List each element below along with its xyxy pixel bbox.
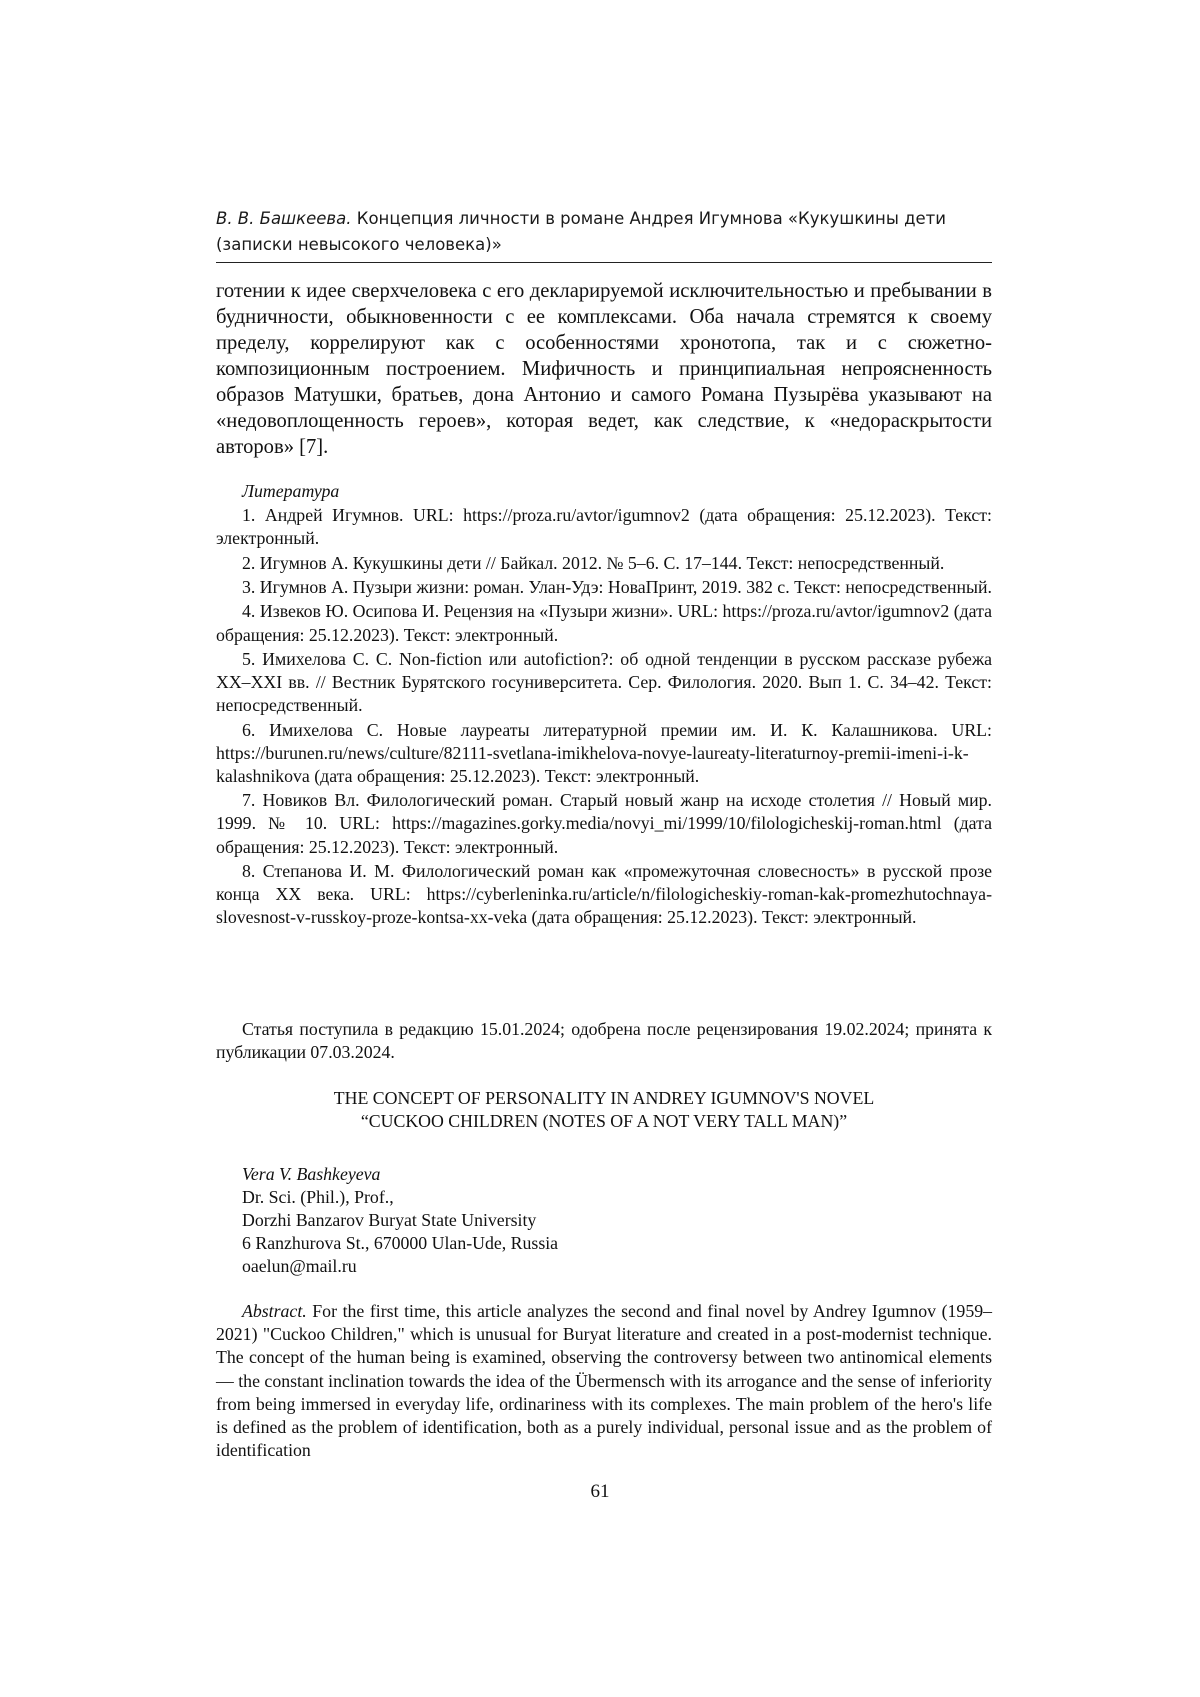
journal-page (0, 0, 1200, 1697)
header-author: В. В. Башкеева. (216, 209, 352, 228)
english-title-line-2: “CUCKOO CHILDREN (NOTES OF A NOT VERY TALL MAN)” (216, 1110, 992, 1133)
reference-number: 6. (242, 720, 255, 740)
reference-text: Имихелова С. С. Non-fiction или autofiction?: об одной тенденции в русском рассказе рубежа XX–XXI вв. // Вестник Бурятского госуниверситета. Сер. Филология. 2020. Вып 1. С. 34–42. Текст: непосредственный. (216, 649, 992, 715)
author-affiliation: Dorzhi Banzarov Buryat State University (242, 1209, 992, 1232)
running-header-line-1 (216, 206, 992, 232)
reference-number: 2. (242, 553, 255, 573)
intro-paragraph: готении к идее сверхчеловека с его декларируемой исключительностью и пребывании в будничности, обыкновенности с ее комплексами. Оба начала стремятся к своему пределу, коррелируют как с особенностями хронотопа, так и с сюжетно-композиционным построением. Мифичность и принципиальная непроясненность образов Матушки, братьев, дона Антонио и самого Романа Пузырёва указывают на «недовоплощенность героев», которая ведет, как следствие, к «недораскрытости авторов» [7]. (216, 278, 992, 460)
header-title-part-2: (записки невысокого человека)» (216, 232, 992, 258)
reference-number: 7. (242, 790, 255, 810)
header-title-part-1: Концепция личности в романе Андрея Игумнова «Кукушкины дети (352, 209, 946, 228)
english-title (216, 1087, 992, 1133)
author-name: Vera V. Bashkeyeva (242, 1163, 992, 1186)
english-title-line-1: THE CONCEPT OF PERSONALITY IN ANDREY IGUMNOV'S NOVEL (216, 1087, 992, 1110)
reference-number: 8. (242, 861, 255, 881)
reference-item (216, 600, 992, 646)
reference-item (216, 719, 992, 789)
references-section (216, 480, 992, 931)
reference-number: 4. (242, 601, 255, 621)
abstract-section (216, 1300, 992, 1462)
author-email: oaelun@mail.ru (242, 1255, 992, 1278)
author-degree: Dr. Sci. (Phil.), Prof., (242, 1186, 992, 1209)
page-number: 61 (0, 1480, 1200, 1504)
reference-text: Новиков Вл. Филологический роман. Старый новый жанр на исходе столетия // Новый мир. 1999. № 10. URL: https://magazines.gorky.media/novyi_mi/1999/10/filologicheskij-roman.html (дата обращения: 25.12.2023). Текст: электронный. (216, 790, 992, 856)
references-heading: Литература (242, 480, 992, 503)
author-info (242, 1163, 992, 1278)
abstract-paragraph (216, 1300, 992, 1462)
intro-section (216, 278, 992, 460)
reference-number: 1. (242, 505, 255, 525)
reference-item (216, 552, 992, 575)
reference-text: Игумнов А. Кукушкины дети // Байкал. 2012. № 5–6. С. 17–144. Текст: непосредственный. (255, 553, 944, 573)
abstract-text: For the first time, this article analyzes the second and final novel by Andrey Igumnov (1959–2021) "Cuckoo Children," which is unusual for Buryat literature and created in a post-modernist technique. The concept of the human being is examined, observing the controversy between two antinomical elements — the constant inclination towards the idea of the Übermensch with its arrogance and the sense of inferiority from being immersed in everyday life, ordinariness with its complexes. The main problem of the hero's life is defined as the problem of identification, both as a purely individual, personal issue and as the problem of identification (216, 1301, 992, 1460)
author-address: 6 Ranzhurova St., 670000 Ulan-Ude, Russia (242, 1232, 992, 1255)
abstract-label: Abstract. (242, 1301, 307, 1321)
reference-number: 5. (242, 649, 255, 669)
reference-item (216, 576, 992, 599)
publication-dates (216, 1018, 992, 1064)
reference-item (216, 648, 992, 718)
reference-text: Имихелова С. Новые лауреаты литературной премии им. И. К. Калашникова. URL: https://burunen.ru/news/culture/82111-svetlana-imikhelova-novye-laureaty-literaturnoy-premii-imeni-i-k-kalashnikova (дата обращения: 25.12.2023). Текст: электронный. (216, 720, 992, 786)
reference-item (216, 504, 992, 550)
received-note: Статья поступила в редакцию 15.01.2024; одобрена после рецензирования 19.02.2024; принята к публикации 07.03.2024. (216, 1018, 992, 1064)
reference-text: Андрей Игумнов. URL: https://proza.ru/avtor/igumnov2 (дата обращения: 25.12.2023). Текст: электронный. (216, 505, 992, 548)
reference-text: Извеков Ю. Осипова И. Рецензия на «Пузыри жизни». URL: https://proza.ru/avtor/igumnov2 (дата обращения: 25.12.2023). Текст: электронный. (216, 601, 992, 644)
reference-text: Игумнов А. Пузыри жизни: роман. Улан-Удэ: НоваПринт, 2019. 382 с. Текст: непосредственный. (255, 577, 992, 597)
header-divider (216, 262, 992, 263)
running-header (216, 206, 992, 258)
reference-item (216, 860, 992, 930)
reference-number: 3. (242, 577, 255, 597)
reference-text: Степанова И. М. Филологический роман как «промежуточная словесность» в русской прозе конца XX века. URL: https://cyberleninka.ru/article/n/filologicheskiy-roman-kak-promezhutochnaya-slovesnost-v-russkoy-proze-kontsa-xx-veka (дата обращения: 25.12.2023). Текст: электронный. (216, 861, 992, 927)
reference-item (216, 789, 992, 859)
